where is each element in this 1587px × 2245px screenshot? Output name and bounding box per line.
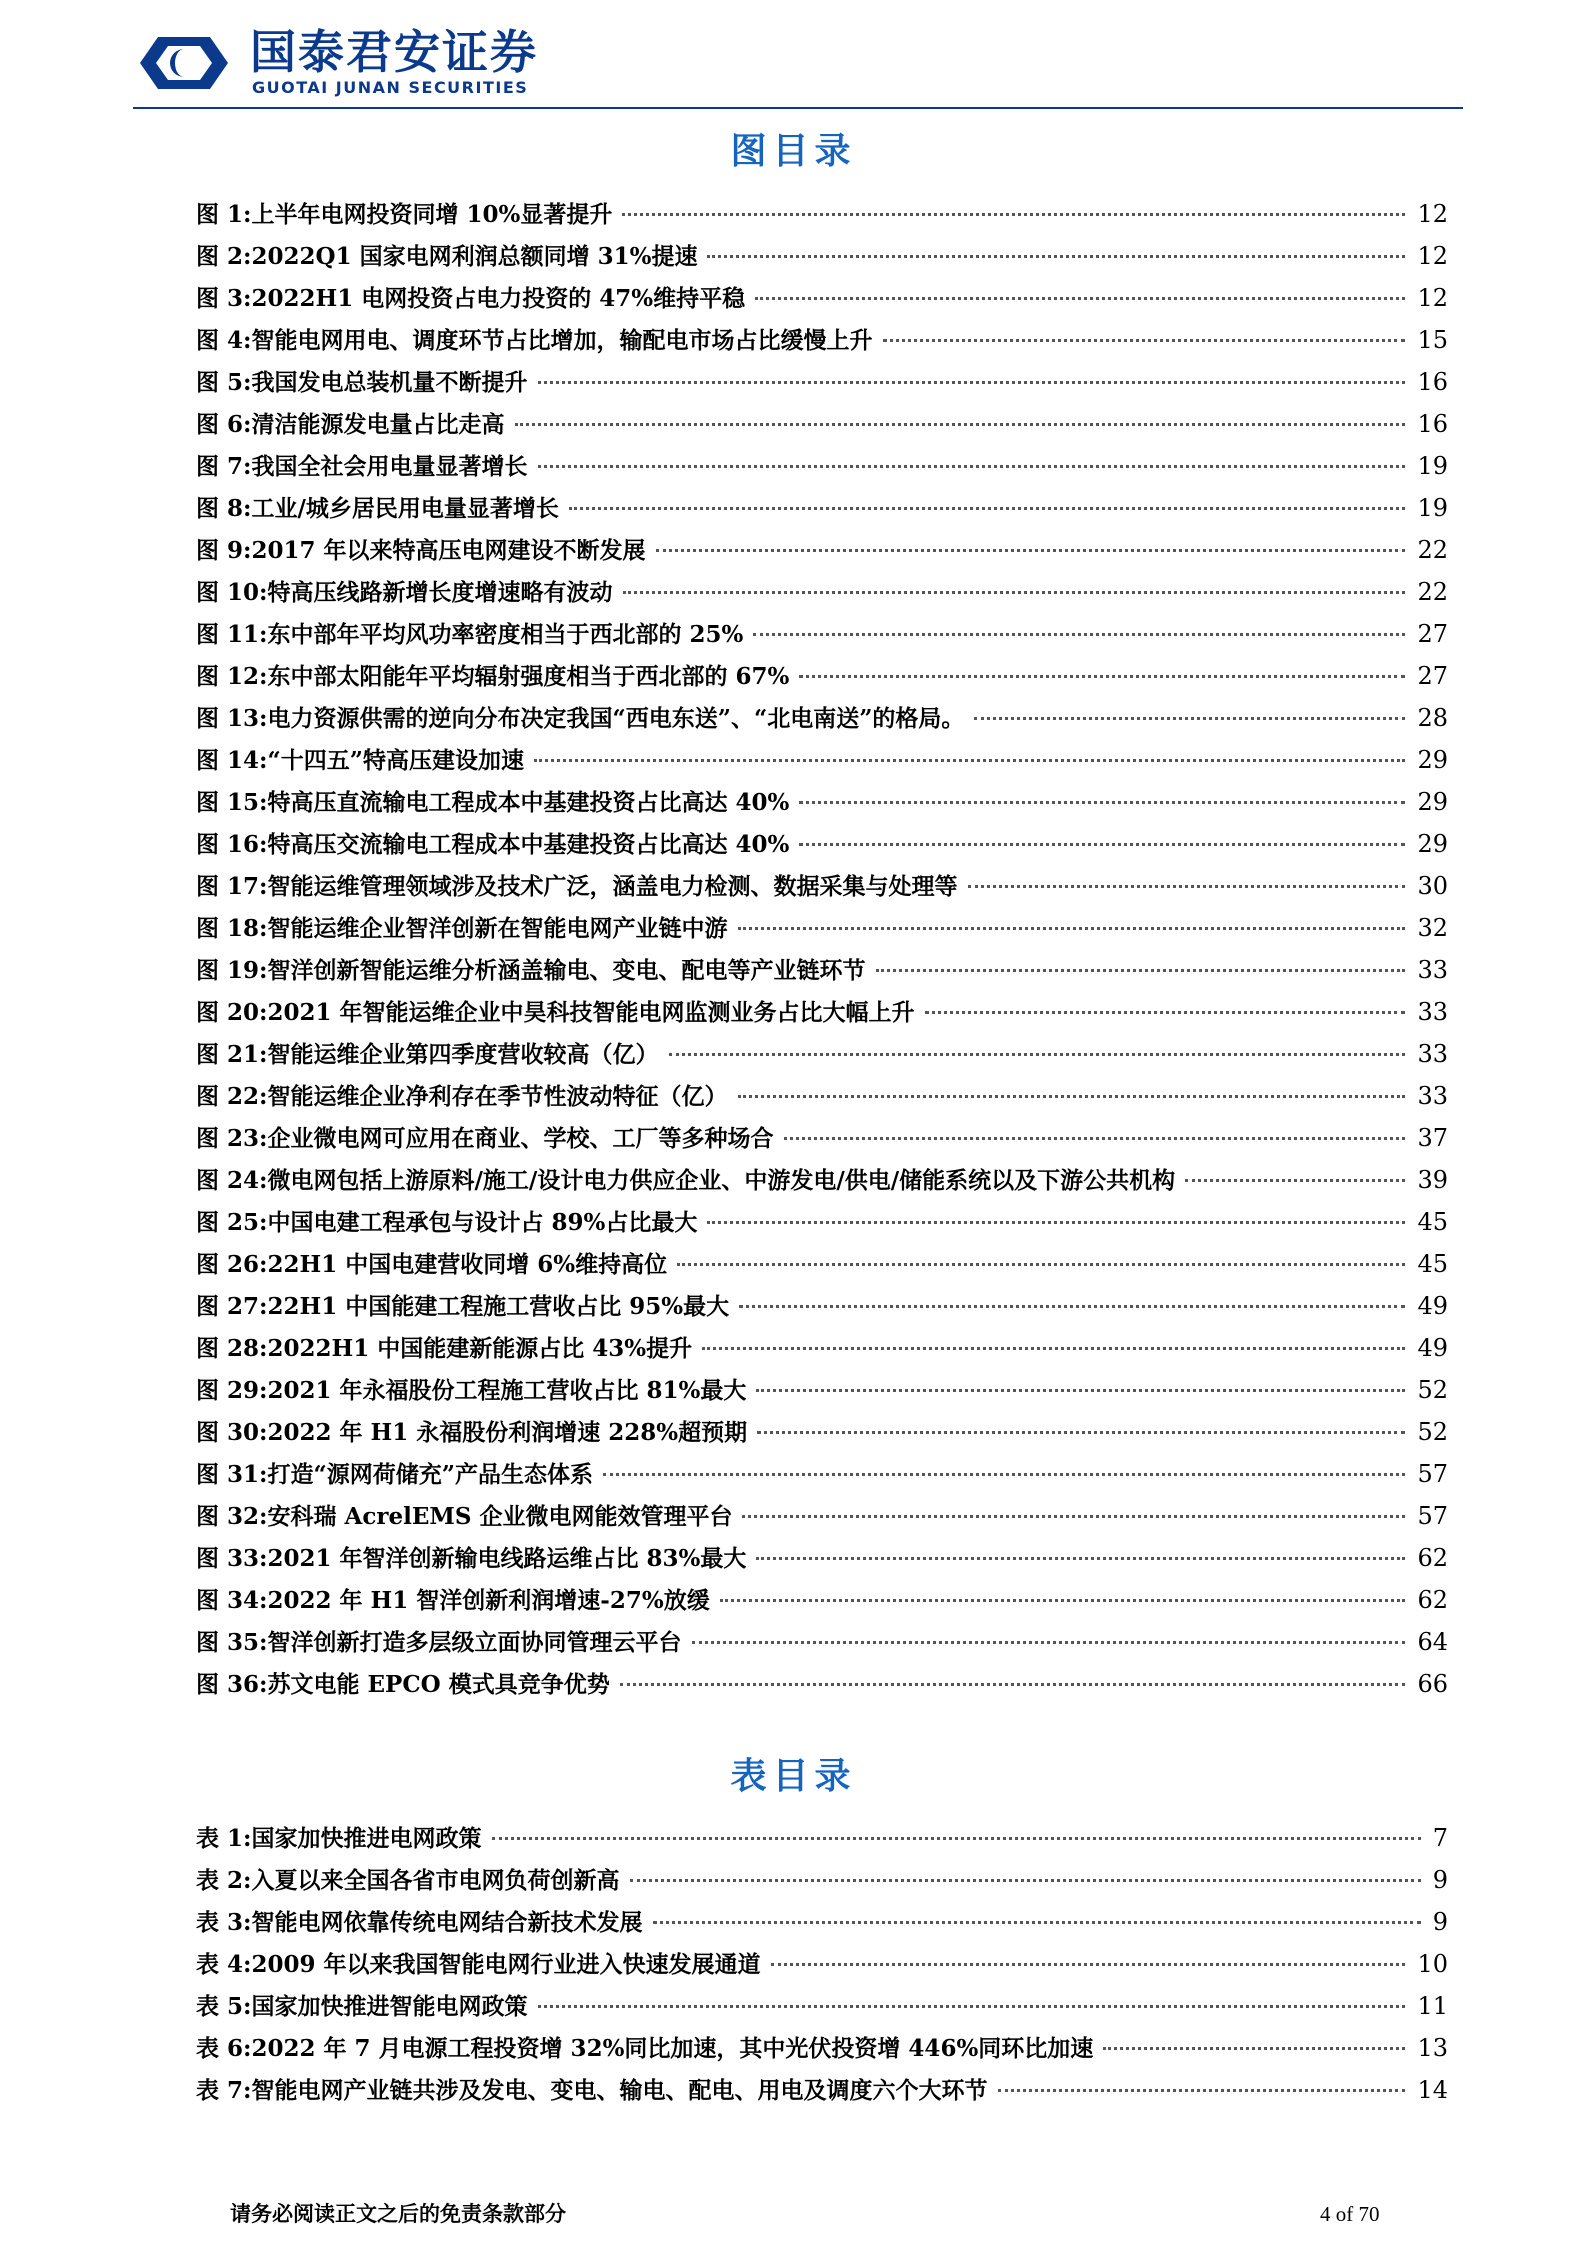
entry-page-number: 22 — [1417, 578, 1448, 606]
dot-leader — [692, 1641, 1406, 1644]
toc-entry[interactable] — [196, 1862, 1448, 1904]
entry-page-number: 45 — [1417, 1250, 1448, 1278]
entry-number: 图 5: — [196, 369, 252, 396]
entry-title: 入夏以来全国各省市电网负荷创新高 — [251, 1867, 620, 1894]
entry-page-number: 10 — [1417, 1950, 1448, 1978]
entry-title: 智能电网产业链共涉及发电、变电、输电、配电、用电及调度六个大环节 — [251, 2077, 988, 2104]
dot-leader — [738, 1095, 1406, 1098]
toc-entry[interactable] — [196, 1666, 1448, 1708]
entry-title: 特高压交流输电工程成本中基建投资占比高达 40% — [267, 831, 790, 858]
dot-leader — [753, 633, 1405, 636]
entry-number: 图 21: — [196, 1041, 268, 1068]
company-name-en: GUOTAI JUNAN SECURITIES — [252, 78, 529, 97]
entry-page-number: 9 — [1432, 1908, 1448, 1936]
entry-page-number: 12 — [1417, 242, 1448, 270]
entry-number: 图 28: — [196, 1335, 268, 1362]
dot-leader — [756, 1389, 1405, 1392]
entry-page-number: 27 — [1417, 620, 1448, 648]
entry-page-number: 33 — [1417, 1082, 1448, 1110]
entry-title: 特高压直流输电工程成本中基建投资占比高达 40% — [267, 789, 790, 816]
entry-title: 打造“源网荷储充”产品生态体系 — [267, 1461, 593, 1488]
dot-leader — [883, 339, 1406, 342]
entry-page-number: 66 — [1417, 1670, 1448, 1698]
entry-number: 表 2: — [196, 1867, 252, 1894]
entry-number: 图 16: — [196, 831, 268, 858]
entry-title: 我国发电总装机量不断提升 — [251, 369, 528, 396]
toc-entry[interactable] — [196, 1904, 1448, 1946]
dot-leader — [630, 1879, 1421, 1882]
entry-page-number: 13 — [1417, 2034, 1448, 2062]
toc-entry[interactable] — [196, 448, 1448, 490]
dot-leader — [707, 255, 1405, 258]
entry-page-number: 16 — [1417, 410, 1448, 438]
toc-entry[interactable] — [196, 616, 1448, 658]
entry-title: 智能电网用电、调度环节占比增加，输配电市场占比缓慢上升 — [251, 327, 873, 354]
toc-entry[interactable] — [196, 574, 1448, 616]
dot-leader — [515, 423, 1406, 426]
entry-number: 图 29: — [196, 1377, 268, 1404]
dot-leader — [720, 1599, 1406, 1602]
entry-page-number: 22 — [1417, 536, 1448, 564]
entry-title: 2022Q1 国家电网利润总额同增 31%提速 — [251, 243, 698, 270]
dot-leader — [1185, 1179, 1405, 1182]
entry-title: 微电网包括上游原料/施工/设计电力供应企业、中游发电/供电/储能系统以及下游公共机构 — [267, 1167, 1176, 1194]
entry-page-number: 52 — [1417, 1376, 1448, 1404]
toc-entry[interactable] — [196, 532, 1448, 574]
toc-entry[interactable] — [196, 742, 1448, 784]
entry-title: 2022 年 H1 智洋创新利润增速-27%放缓 — [267, 1587, 710, 1614]
entry-title: 企业微电网可应用在商业、学校、工厂等多种场合 — [267, 1125, 774, 1152]
toc-entry[interactable] — [196, 1372, 1448, 1414]
entry-title: 2022H1 电网投资占电力投资的 47%维持平稳 — [251, 285, 746, 312]
toc-entry[interactable] — [196, 1120, 1448, 1162]
entry-number: 图 1: — [196, 201, 252, 228]
entry-page-number: 49 — [1417, 1334, 1448, 1362]
dot-leader — [538, 381, 1406, 384]
entry-title: 2017 年以来特高压电网建设不断发展 — [251, 537, 646, 564]
dot-leader — [757, 1431, 1405, 1434]
toc-entry[interactable] — [196, 826, 1448, 868]
toc-entry[interactable] — [196, 2072, 1448, 2114]
entry-page-number: 52 — [1417, 1418, 1448, 1446]
entry-page-number: 27 — [1417, 662, 1448, 690]
entry-title: 中国电建工程承包与设计占 89%占比最大 — [267, 1209, 698, 1236]
entry-page-number: 30 — [1417, 872, 1448, 900]
entry-number: 表 3: — [196, 1909, 252, 1936]
entry-page-number: 32 — [1417, 914, 1448, 942]
dot-leader — [876, 969, 1406, 972]
entry-page-number: 39 — [1417, 1166, 1448, 1194]
dot-leader — [998, 2089, 1406, 2092]
dot-leader — [799, 801, 1405, 804]
figure-list — [196, 196, 1448, 1708]
dot-leader — [702, 1347, 1405, 1350]
entry-number: 图 20: — [196, 999, 268, 1026]
entry-title: 电力资源供需的逆向分布决定我国“西电东送”、“北电南送”的格局。 — [267, 705, 965, 732]
entry-number: 图 25: — [196, 1209, 268, 1236]
entry-number: 图 12: — [196, 663, 268, 690]
entry-number: 图 27: — [196, 1293, 268, 1320]
entry-title: 2009 年以来我国智能电网行业进入快速发展通道 — [251, 1951, 761, 1978]
entry-page-number: 57 — [1417, 1502, 1448, 1530]
entry-number: 表 1: — [196, 1825, 252, 1852]
entry-number: 表 7: — [196, 2077, 252, 2104]
entry-number: 图 35: — [196, 1629, 268, 1656]
entry-number: 图 24: — [196, 1167, 268, 1194]
entry-number: 图 11: — [196, 621, 268, 648]
company-name-cn: 国泰君安证券 — [250, 25, 538, 79]
toc-entry[interactable] — [196, 238, 1448, 280]
entry-number: 图 10: — [196, 579, 268, 606]
entry-page-number: 29 — [1417, 788, 1448, 816]
toc-entry[interactable] — [196, 1456, 1448, 1498]
entry-page-number: 37 — [1417, 1124, 1448, 1152]
entry-page-number: 9 — [1432, 1866, 1448, 1894]
dot-leader — [799, 675, 1405, 678]
entry-title: 智能运维企业净利存在季节性波动特征（亿） — [267, 1083, 728, 1110]
toc-entry[interactable] — [196, 1330, 1448, 1372]
dot-leader — [538, 2005, 1406, 2008]
toc-entry[interactable] — [196, 1498, 1448, 1540]
toc-entry[interactable] — [196, 280, 1448, 322]
entry-page-number: 64 — [1417, 1628, 1448, 1656]
figure-list-title: 图目录 — [730, 131, 857, 172]
table-list — [196, 1820, 1448, 2114]
entry-title: 特高压线路新增长度增速略有波动 — [267, 579, 613, 606]
toc-entry[interactable] — [196, 1078, 1448, 1120]
toc-entry[interactable] — [196, 1246, 1448, 1288]
entry-number: 图 33: — [196, 1545, 268, 1572]
toc-entry[interactable] — [196, 1988, 1448, 2030]
entry-title: 国家加快推进电网政策 — [251, 1825, 482, 1852]
entry-number: 表 5: — [196, 1993, 252, 2020]
entry-title: 东中部太阳能年平均辐射强度相当于西北部的 67% — [267, 663, 790, 690]
entry-number: 图 36: — [196, 1671, 268, 1698]
entry-title: 上半年电网投资同增 10%显著提升 — [251, 201, 613, 228]
entry-number: 图 9: — [196, 537, 252, 564]
dot-leader — [799, 843, 1405, 846]
table-list-title: 表目录 — [730, 1756, 857, 1797]
toc-entry[interactable] — [196, 1820, 1448, 1862]
entry-number: 图 13: — [196, 705, 268, 732]
dot-leader — [784, 1137, 1406, 1140]
entry-number: 图 7: — [196, 453, 252, 480]
entry-title: 国家加快推进智能电网政策 — [251, 1993, 528, 2020]
dot-leader — [974, 717, 1405, 720]
entry-number: 图 4: — [196, 327, 252, 354]
entry-number: 图 26: — [196, 1251, 268, 1278]
entry-title: 东中部年平均风功率密度相当于西北部的 25% — [267, 621, 744, 648]
entry-page-number: 14 — [1417, 2076, 1448, 2104]
entry-page-number: 33 — [1417, 956, 1448, 984]
toc-entry[interactable] — [196, 994, 1448, 1036]
entry-page-number: 33 — [1417, 1040, 1448, 1068]
toc-entry[interactable] — [196, 910, 1448, 952]
toc-entry[interactable] — [196, 1288, 1448, 1330]
entry-number: 图 30: — [196, 1419, 268, 1446]
entry-title: 22H1 中国电建营收同增 6%维持高位 — [267, 1251, 668, 1278]
page-header — [0, 0, 1587, 110]
entry-page-number: 49 — [1417, 1292, 1448, 1320]
entry-page-number: 15 — [1417, 326, 1448, 354]
entry-page-number: 19 — [1417, 452, 1448, 480]
toc-entry[interactable] — [196, 868, 1448, 910]
entry-title: 2022 年 H1 永福股份利润增速 228%超预期 — [267, 1419, 748, 1446]
dot-leader — [603, 1473, 1405, 1476]
dot-leader — [1103, 2047, 1405, 2050]
toc-entry[interactable] — [196, 1204, 1448, 1246]
entry-number: 图 19: — [196, 957, 268, 984]
dot-leader — [756, 1557, 1405, 1560]
entry-number: 表 6: — [196, 2035, 252, 2062]
toc-entry[interactable] — [196, 1540, 1448, 1582]
entry-title: 2021 年智能运维企业中昊科技智能电网监测业务占比大幅上升 — [267, 999, 915, 1026]
entry-number: 图 2: — [196, 243, 252, 270]
disclaimer-note: 请务必阅读正文之后的免责条款部分 — [230, 2202, 566, 2226]
entry-page-number: 29 — [1417, 746, 1448, 774]
entry-title: 工业/城乡居民用电量显著增长 — [251, 495, 559, 522]
toc-entry[interactable] — [196, 658, 1448, 700]
entry-title: 智洋创新智能运维分析涵盖输电、变电、配电等产业链环节 — [267, 957, 866, 984]
dot-leader — [569, 507, 1406, 510]
page-number: 4 of 70 — [1320, 2202, 1380, 2226]
dot-leader — [492, 1837, 1421, 1840]
toc-entry[interactable] — [196, 1946, 1448, 1988]
entry-title: 智能运维管理领域涉及技术广泛，涵盖电力检测、数据采集与处理等 — [267, 873, 958, 900]
entry-page-number: 7 — [1432, 1824, 1448, 1852]
entry-number: 图 14: — [196, 747, 268, 774]
entry-title: 2021 年智洋创新输电线路运维占比 83%最大 — [267, 1545, 747, 1572]
entry-title: 清洁能源发电量占比走高 — [251, 411, 505, 438]
entry-title: 2021 年永福股份工程施工营收占比 81%最大 — [267, 1377, 747, 1404]
entry-page-number: 29 — [1417, 830, 1448, 858]
entry-number: 图 23: — [196, 1125, 268, 1152]
entry-title: 安科瑞 AcrelEMS 企业微电网能效管理平台 — [267, 1503, 733, 1530]
entry-number: 图 22: — [196, 1083, 268, 1110]
toc-entry[interactable] — [196, 406, 1448, 448]
entry-page-number: 28 — [1417, 704, 1448, 732]
entry-title: 苏文电能 EPCO 模式具竞争优势 — [267, 1671, 610, 1698]
entry-page-number: 57 — [1417, 1460, 1448, 1488]
entry-title: 22H1 中国能建工程施工营收占比 95%最大 — [267, 1293, 730, 1320]
dot-leader — [742, 1515, 1405, 1518]
dot-leader — [534, 759, 1405, 762]
entry-number: 图 8: — [196, 495, 252, 522]
toc-entry[interactable] — [196, 1582, 1448, 1624]
entry-page-number: 16 — [1417, 368, 1448, 396]
entry-title: 2022 年 7 月电源工程投资增 32%同比加速，其中光伏投资增 446%同环比加速 — [251, 2035, 1094, 2062]
toc-entry[interactable] — [196, 952, 1448, 994]
header-divider — [133, 107, 1463, 109]
entry-page-number: 62 — [1417, 1586, 1448, 1614]
toc-entry[interactable] — [196, 1624, 1448, 1666]
entry-page-number: 11 — [1417, 1992, 1448, 2020]
entry-title: 智能运维企业第四季度营收较高（亿） — [267, 1041, 659, 1068]
entry-title: “十四五”特高压建设加速 — [267, 747, 524, 774]
dot-leader — [771, 1963, 1406, 1966]
toc-entry[interactable] — [196, 196, 1448, 238]
entry-number: 图 31: — [196, 1461, 268, 1488]
dot-leader — [620, 1683, 1406, 1686]
dot-leader — [656, 549, 1406, 552]
dot-leader — [653, 1921, 1421, 1924]
toc-entry[interactable] — [196, 2030, 1448, 2072]
entry-title: 我国全社会用电量显著增长 — [251, 453, 528, 480]
toc-entry[interactable] — [196, 1036, 1448, 1078]
entry-number: 图 34: — [196, 1587, 268, 1614]
dot-leader — [707, 1221, 1405, 1224]
toc-entry[interactable] — [196, 1414, 1448, 1456]
dot-leader — [623, 591, 1406, 594]
entry-number: 图 32: — [196, 1503, 268, 1530]
entry-number: 图 3: — [196, 285, 252, 312]
entry-number: 图 15: — [196, 789, 268, 816]
toc-entry[interactable] — [196, 364, 1448, 406]
dot-leader — [538, 465, 1406, 468]
toc-entry[interactable] — [196, 322, 1448, 364]
entry-number: 图 6: — [196, 411, 252, 438]
entry-title: 智能运维企业智洋创新在智能电网产业链中游 — [267, 915, 728, 942]
entry-page-number: 12 — [1417, 284, 1448, 312]
toc-entry[interactable] — [196, 784, 1448, 826]
dot-leader — [622, 213, 1405, 216]
entry-number: 图 18: — [196, 915, 268, 942]
entry-title: 2022H1 中国能建新能源占比 43%提升 — [267, 1335, 693, 1362]
entry-page-number: 19 — [1417, 494, 1448, 522]
dot-leader — [739, 1305, 1405, 1308]
page-footer — [0, 2201, 1587, 2231]
toc-entry[interactable] — [196, 700, 1448, 742]
entry-number: 表 4: — [196, 1951, 252, 1978]
entry-page-number: 33 — [1417, 998, 1448, 1026]
toc-entry[interactable] — [196, 1162, 1448, 1204]
dot-leader — [669, 1053, 1406, 1056]
entry-number: 图 17: — [196, 873, 268, 900]
entry-page-number: 12 — [1417, 200, 1448, 228]
dot-leader — [925, 1011, 1406, 1014]
entry-page-number: 62 — [1417, 1544, 1448, 1572]
dot-leader — [755, 297, 1405, 300]
dot-leader — [677, 1263, 1405, 1266]
entry-title: 智能电网依靠传统电网结合新技术发展 — [251, 1909, 643, 1936]
dot-leader — [968, 885, 1406, 888]
company-logo-icon — [136, 33, 232, 93]
entry-title: 智洋创新打造多层级立面协同管理云平台 — [267, 1629, 682, 1656]
entry-page-number: 45 — [1417, 1208, 1448, 1236]
dot-leader — [738, 927, 1406, 930]
toc-entry[interactable] — [196, 490, 1448, 532]
